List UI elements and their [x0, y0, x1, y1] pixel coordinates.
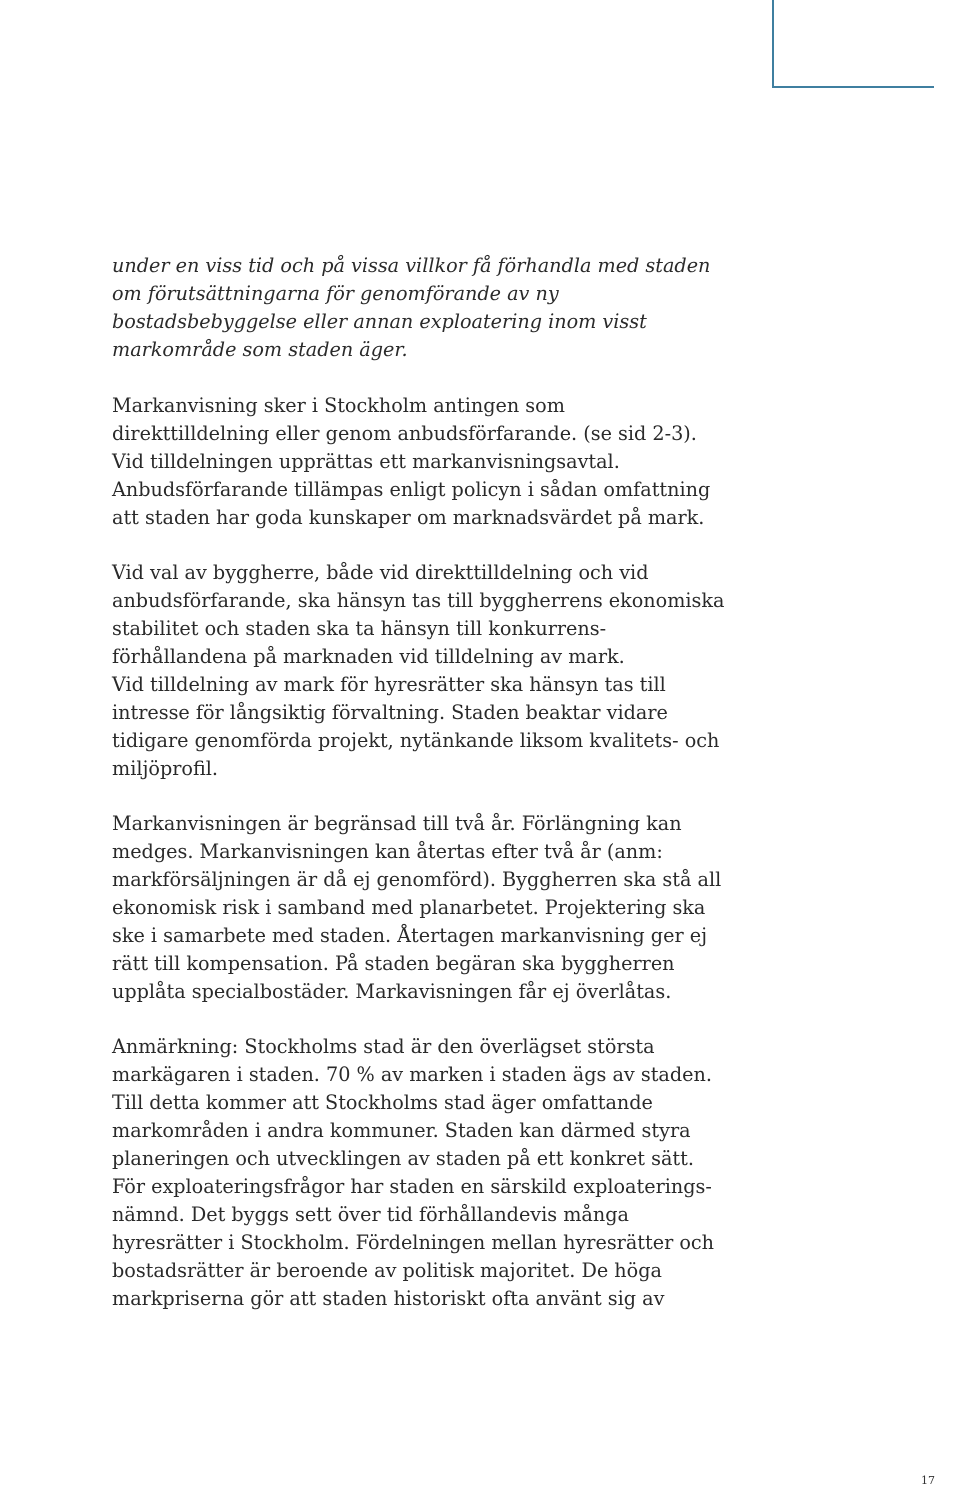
text-line: stabilitet och staden ska ta hänsyn till konkurrens- [112, 617, 607, 640]
text-line: medges. Markanvisningen kan återtas efter två år (anm: [112, 840, 663, 863]
text-line: Markanvisningen är begränsad till två år. Förlängning kan [112, 812, 682, 835]
text-line: Vid tilldelningen upprättas ett markanvisningsavtal. [112, 450, 620, 473]
text-line: förhållandena på marknaden vid tilldelning av mark. [112, 645, 625, 668]
paragraph-gap [112, 783, 752, 810]
text-line: Vid val av byggherre, både vid direkttilldelning och vid [112, 561, 649, 584]
page-number: 17 [921, 1474, 935, 1487]
text-line: upplåta specialbostäder. Markavisningen får ej överlåtas. [112, 980, 672, 1003]
paragraph-begransning [112, 810, 752, 1006]
page-body [112, 252, 752, 1313]
text-line: Vid tilldelning av mark för hyresrätter ska hänsyn tas till [112, 673, 666, 696]
text-line: planeringen och utvecklingen av staden på ett konkret sätt. [112, 1147, 694, 1170]
text-line: bostadsrätter är beroende av politisk majoritet. De höga [112, 1259, 662, 1282]
text-line: under en viss tid och på vissa villkor få förhandla med staden [112, 254, 711, 277]
text-line: nämnd. Det byggs sett över tid förhållandevis många [112, 1203, 629, 1226]
corner-frame-mark [772, 0, 934, 88]
text-line: markområden i andra kommuner. Staden kan därmed styra [112, 1119, 691, 1142]
text-line: att staden har goda kunskaper om marknadsvärdet på mark. [112, 506, 705, 529]
text-line: intresse för långsiktig förvaltning. Staden beaktar vidare [112, 701, 668, 724]
text-line: markområde som staden äger. [112, 338, 408, 361]
paragraph-gap [112, 532, 752, 559]
text-line: bostadsbebyggelse eller annan exploatering inom visst [112, 310, 647, 333]
paragraph-gap [112, 364, 752, 392]
text-line: markägaren i staden. 70 % av marken i staden ägs av staden. [112, 1063, 712, 1086]
text-line: ske i samarbete med staden. Återtagen markanvisning ger ej [112, 924, 708, 947]
text-line: markpriserna gör att staden historiskt ofta använt sig av [112, 1287, 665, 1310]
text-line: Till detta kommer att Stockholms stad äger omfattande [112, 1091, 653, 1114]
paragraph-byggherre [112, 559, 752, 783]
text-line: rätt till kompensation. På staden begäran ska byggherren [112, 952, 675, 975]
paragraph-gap [112, 1006, 752, 1033]
text-line: ekonomisk risk i samband med planarbetet. Projektering ska [112, 896, 706, 919]
text-line: Markanvisning sker i Stockholm antingen som [112, 394, 565, 417]
text-line: För exploateringsfrågor har staden en särskild exploaterings- [112, 1175, 712, 1198]
text-line: hyresrätter i Stockholm. Fördelningen mellan hyresrätter och [112, 1231, 714, 1254]
text-line: tidigare genomförda projekt, nytänkande liksom kvalitets- och [112, 729, 720, 752]
text-line: Anbudsförfarande tillämpas enligt policyn i sådan omfattning [112, 478, 711, 501]
text-line: om förutsättningarna för genomförande av ny [112, 282, 559, 305]
text-line: miljöprofil. [112, 757, 219, 780]
text-line: Anmärkning: Stockholms stad är den överlägset största [112, 1035, 655, 1058]
text-line: direkttilldelning eller genom anbudsförfarande. (se sid 2-3). [112, 422, 697, 445]
text-line: anbudsförfarande, ska hänsyn tas till byggherrens ekonomiska [112, 589, 725, 612]
text-line: markförsäljningen är då ej genomförd). Byggherren ska stå all [112, 868, 722, 891]
paragraph-definition [112, 252, 752, 364]
paragraph-markanvisning [112, 392, 752, 532]
paragraph-anmarkning [112, 1033, 752, 1313]
